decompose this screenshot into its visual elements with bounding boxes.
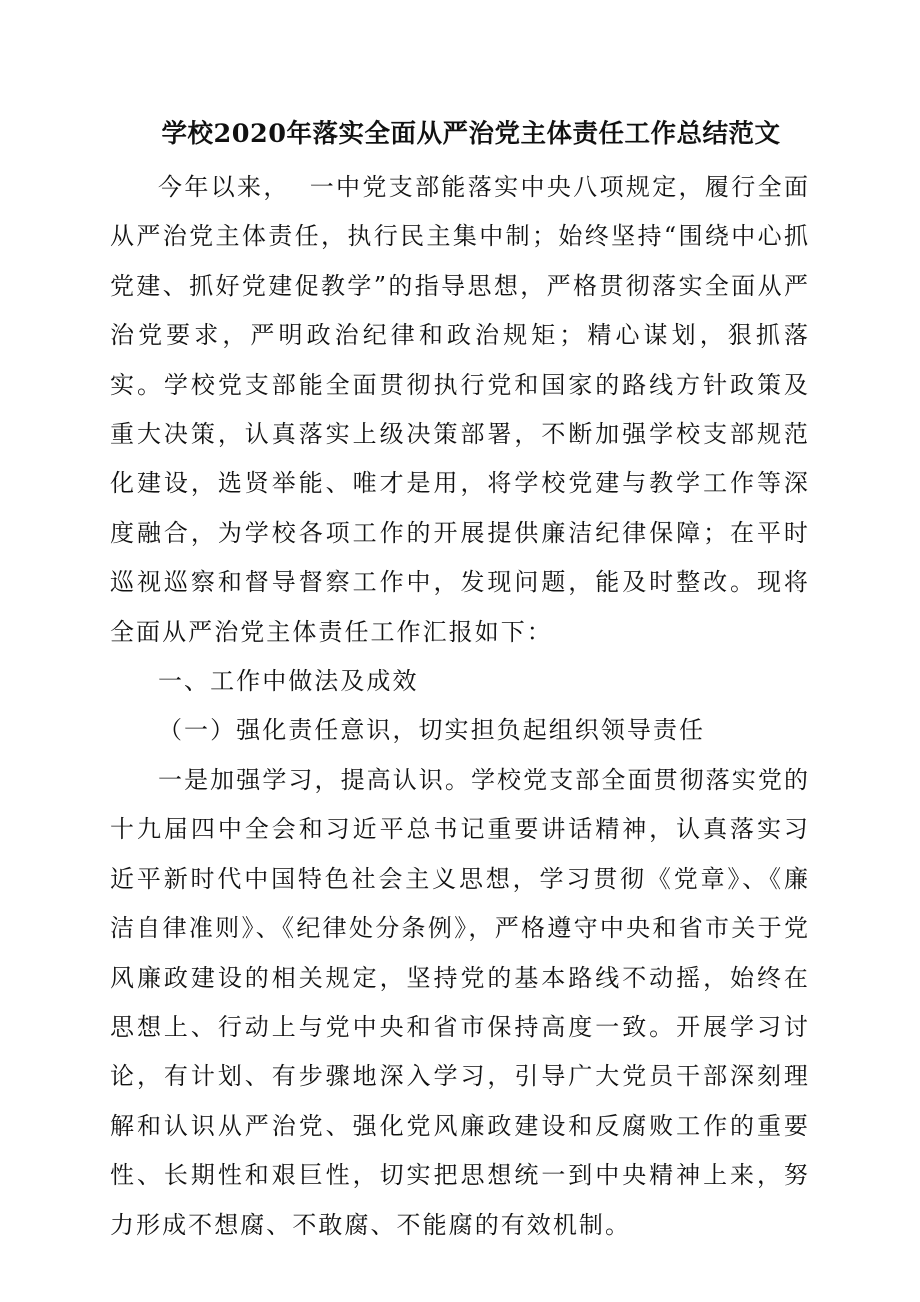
paragraph-intro: 今年以来， 一中党支部能落实中央八项规定，履行全面从严治党主体责任，执行民主集中制；始终坚持“围绕中心抓党建、抓好党建促教学”的指导思想，严格贯彻落实全面从严治党要求，严明政治纪律和政治规矩；精心谋划，狠抓落实。学校党支部能全面贯彻执行党和国家的路线方针政策及重大决策，认真落实上级决策部署，不断加强学校支部规范化建设，选贤举能、唯才是用，将学校党建与教学工作等深度融合，为学校各项工作的开展提供廉洁纪律保障；在平时巡视巡察和督导督察工作中，发现问题，能及时整改。现将全面从严治党主体责任工作汇报如下： (110, 173, 810, 646)
paragraph-study: 一是加强学习，提高认识。学校党支部全面贯彻落实党的十九届四中全会和习近平总书记重要讲话精神，认真落实习近平新时代中国特色社会主义思想，学习贯彻《党章》、《廉洁自律准则》、《纪律处分条例》，严格遵守中央和省市关于党风廉政建设的相关规定，坚持党的基本路线不动摇，始终在思想上、行动上与党中央和省市保持高度一致。开展学习讨论，有计划、有步骤地深入学习，引导广大党员干部深刻理解和认识从严治党、强化党风廉政建设和反腐败工作的重要性、长期性和艰巨性，切实把思想统一到中央精神上来，努力形成不想腐、不敢腐、不能腐的有效机制。 (110, 765, 810, 1239)
section-heading-1: 一、工作中做法及成效 (158, 667, 419, 696)
document-title: 学校2020年落实全面从严治党主体责任工作总结范文 (161, 119, 781, 149)
subsection-heading-1: （一）强化责任意识，切实担负起组织领导责任 (158, 716, 706, 745)
